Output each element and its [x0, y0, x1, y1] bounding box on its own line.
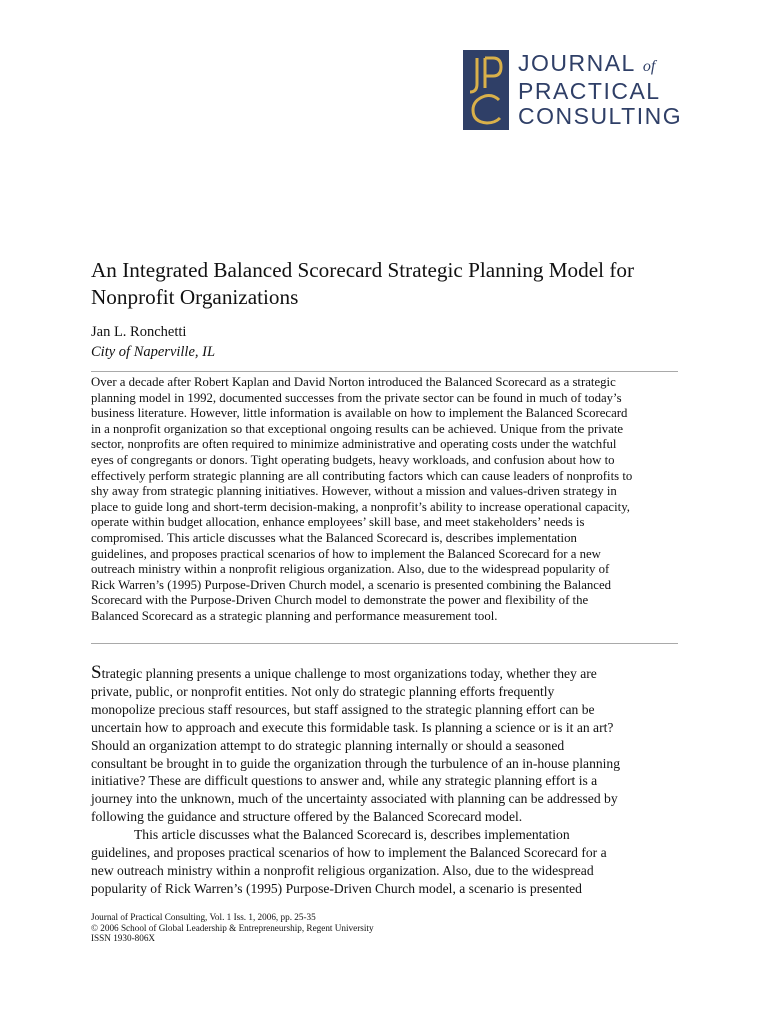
- abstract-line: Over a decade after Robert Kaplan and David Norton introduced the Balanced Scorecard as a strategic: [91, 375, 616, 389]
- abstract-line: sector, nonprofits are often required to minimize administrative and operating costs under the watchful: [91, 437, 617, 452]
- abstract-line: compromised. This article discusses what the Balanced Scorecard is, describes implementation: [91, 530, 577, 545]
- body-line: monopolize precious staff resources, but staff assigned to the strategic planning effort can be: [91, 701, 595, 717]
- logo-line-practical: PRACTICAL: [518, 78, 661, 104]
- body-first-line: [91, 664, 678, 683]
- author-affiliation: City of Naperville, IL: [91, 344, 216, 360]
- body-text: [91, 664, 678, 898]
- abstract-line: business literature. However, little information is available on how to implement the Balanced Scorecard: [91, 406, 628, 421]
- abstract-line: Rick Warren’s (1995) Purpose-Driven Church model, a scenario is presented combining the Balanced: [91, 577, 612, 592]
- body-line: popularity of Rick Warren’s (1995) Purpose-Driven Church model, a scenario is presented: [91, 880, 582, 896]
- abstract-bottom-divider: [91, 643, 678, 644]
- abstract-line: in a nonprofit organization so that exceptional ongoing results can be achieved. Unique from the private: [91, 421, 624, 436]
- jpc-monogram-icon: [463, 50, 509, 130]
- abstract-line: planning model in 1992, documented successes from the private sector can be found in much of today’s: [91, 390, 622, 405]
- logo-of: of: [642, 58, 656, 75]
- abstract-line: guidelines, and proposes practical scenarios of how to implement the Balanced Scorecard for a new: [91, 546, 601, 561]
- footer-citation: Journal of Practical Consulting, Vol. 1 Iss. 1, 2006, pp. 25-35: [91, 912, 316, 922]
- logo-wordmark: [518, 51, 682, 129]
- body-first-line-rest: trategic planning presents a unique challenge to most organizations today, whether they are: [101, 666, 597, 681]
- page-footer: [91, 912, 374, 944]
- body-line: initiative? These are difficult questions to answer and, while any strategic planning effort is a: [91, 773, 598, 789]
- body-line: Should an organization attempt to do strategic planning internally or should a seasoned: [91, 737, 565, 753]
- footer-issn: ISSN 1930-806X: [91, 933, 156, 943]
- body-line: new outreach ministry within a nonprofit religious organization. Also, due to the widespread: [91, 862, 594, 878]
- footer-copyright: © 2006 School of Global Leadership & Entrepreneurship, Regent University: [91, 922, 374, 933]
- abstract-top-divider: [91, 371, 678, 372]
- abstract-line: eyes of congregants or donors. Tight operating budgets, heavy workloads, and confusion about how to: [91, 452, 615, 467]
- body-line: consultant be brought in to guide the organization through the turbulence of an in-house planning: [91, 755, 621, 771]
- journal-logo: [463, 50, 682, 130]
- logo-line-journal: JOURNAL: [518, 50, 635, 76]
- body-line: private, public, or nonprofit entities. Not only do strategic planning efforts frequently: [91, 683, 555, 699]
- abstract-line: Scorecard with the Purpose-Driven Church model to demonstrate the power and flexibility of the: [91, 593, 589, 608]
- abstract-line: effectively perform strategic planning are all contributing factors which can cause leaders of nonprofits to: [91, 468, 633, 483]
- abstract-line: place to guide long and short-term decision-making, a nonprofit’s ability to increase operational capacity,: [91, 499, 630, 514]
- article-title: An Integrated Balanced Scorecard Strategic Planning Model for Nonprofit Organizations: [91, 258, 635, 309]
- body-line: guidelines, and proposes practical scenarios of how to implement the Balanced Scorecard for a: [91, 845, 607, 861]
- body-line: following the guidance and structure offered by the Balanced Scorecard model.: [91, 809, 523, 825]
- body-line: journey into the unknown, much of the uncertainty associated with planning can be addressed by: [91, 791, 618, 807]
- body-line: This article discusses what the Balanced Scorecard is, describes implementation: [134, 827, 570, 843]
- abstract-line: shy away from strategic planning initiatives. However, without a mission and values-driven strategy in: [91, 484, 617, 499]
- abstract-line: outreach ministry within a nonprofit religious organization. Also, due to the widespread popularity of: [91, 562, 610, 577]
- author-name: Jan L. Ronchetti: [91, 324, 187, 340]
- drop-cap: S: [91, 662, 102, 683]
- logo-line-consulting: CONSULTING: [518, 103, 683, 129]
- abstract-line: Balanced Scorecard as a strategic planning and performance measurement tool.: [91, 608, 498, 623]
- abstract-line: operate within budget allocation, enhance employees’ skill base, and meet stakeholders’ needs is: [91, 515, 585, 530]
- body-line: uncertain how to approach and execute this formidable task. Is planning a science or is it an art?: [91, 719, 614, 735]
- abstract: [91, 375, 678, 625]
